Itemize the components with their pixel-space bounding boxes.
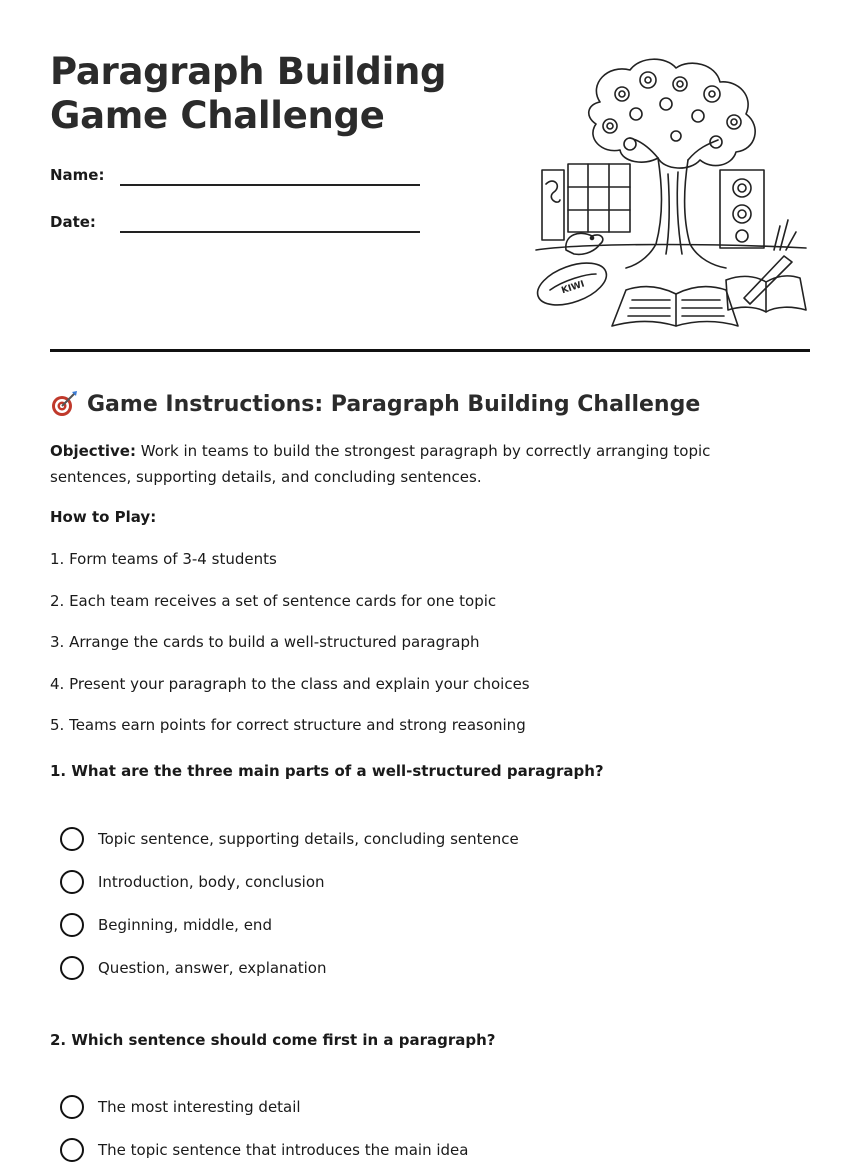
step-item: 3. Arrange the cards to build a well-structured paragraph [50, 633, 480, 652]
answer-option-label: The topic sentence that introduces the main idea [98, 1140, 469, 1159]
title-line-1: Paragraph Building [50, 50, 447, 93]
page-title [50, 50, 470, 138]
how-to-play-heading: How to Play: [50, 508, 157, 526]
radio-button[interactable] [60, 1138, 84, 1162]
answer-option[interactable] [60, 1085, 468, 1128]
worksheet-header [50, 50, 810, 350]
kiwi-ball-label: KIWI [560, 279, 586, 297]
instructions-heading-text: Game Instructions: Paragraph Building Challenge [87, 391, 701, 417]
steps-list [50, 548, 530, 756]
radio-button[interactable] [60, 913, 84, 937]
date-write-line[interactable] [120, 231, 420, 233]
radio-button[interactable] [60, 1095, 84, 1119]
target-dart-icon [50, 390, 78, 418]
step-item: 1. Form teams of 3-4 students [50, 550, 277, 568]
radio-button[interactable] [60, 956, 84, 980]
answer-option-label: Question, answer, explanation [98, 958, 327, 977]
answer-option-label: The most interesting detail [98, 1097, 301, 1116]
date-field[interactable] [50, 213, 430, 243]
radio-button[interactable] [60, 870, 84, 894]
name-field[interactable] [50, 166, 430, 196]
objective-paragraph [50, 438, 790, 490]
question-2: 2. Which sentence should come first in a paragraph? [50, 1031, 496, 1049]
name-write-line[interactable] [120, 184, 420, 186]
answer-option[interactable] [60, 1128, 468, 1171]
answer-option[interactable] [60, 903, 519, 946]
step-item: 2. Each team receives a set of sentence cards for one topic [50, 591, 497, 610]
question-1-options [60, 817, 519, 989]
answer-option[interactable] [60, 860, 519, 903]
objective-label: Objective: [50, 442, 136, 460]
header-divider [50, 349, 810, 352]
title-line-2: Game Challenge [50, 94, 385, 137]
instructions-heading [50, 388, 700, 420]
radio-button[interactable] [60, 827, 84, 851]
step-item: 4. Present your paragraph to the class and explain your choices [50, 674, 530, 693]
step-item: 5. Teams earn points for correct structure and strong reasoning [50, 716, 526, 735]
answer-option[interactable] [60, 946, 519, 989]
answer-option-label: Introduction, body, conclusion [98, 872, 325, 891]
question-1: 1. What are the three main parts of a well-structured paragraph? [50, 762, 604, 780]
name-label: Name: [50, 166, 105, 184]
date-label: Date: [50, 213, 96, 231]
question-2-options [60, 1085, 468, 1171]
answer-option-label: Topic sentence, supporting details, concluding sentence [98, 829, 519, 848]
objective-text: Work in teams to build the strongest paragraph by correctly arranging topic sentences, supporting details, and concluding sentences. [50, 442, 711, 486]
answer-option-label: Beginning, middle, end [98, 915, 272, 934]
tree-book-illustration [530, 54, 810, 330]
answer-option[interactable] [60, 817, 519, 860]
